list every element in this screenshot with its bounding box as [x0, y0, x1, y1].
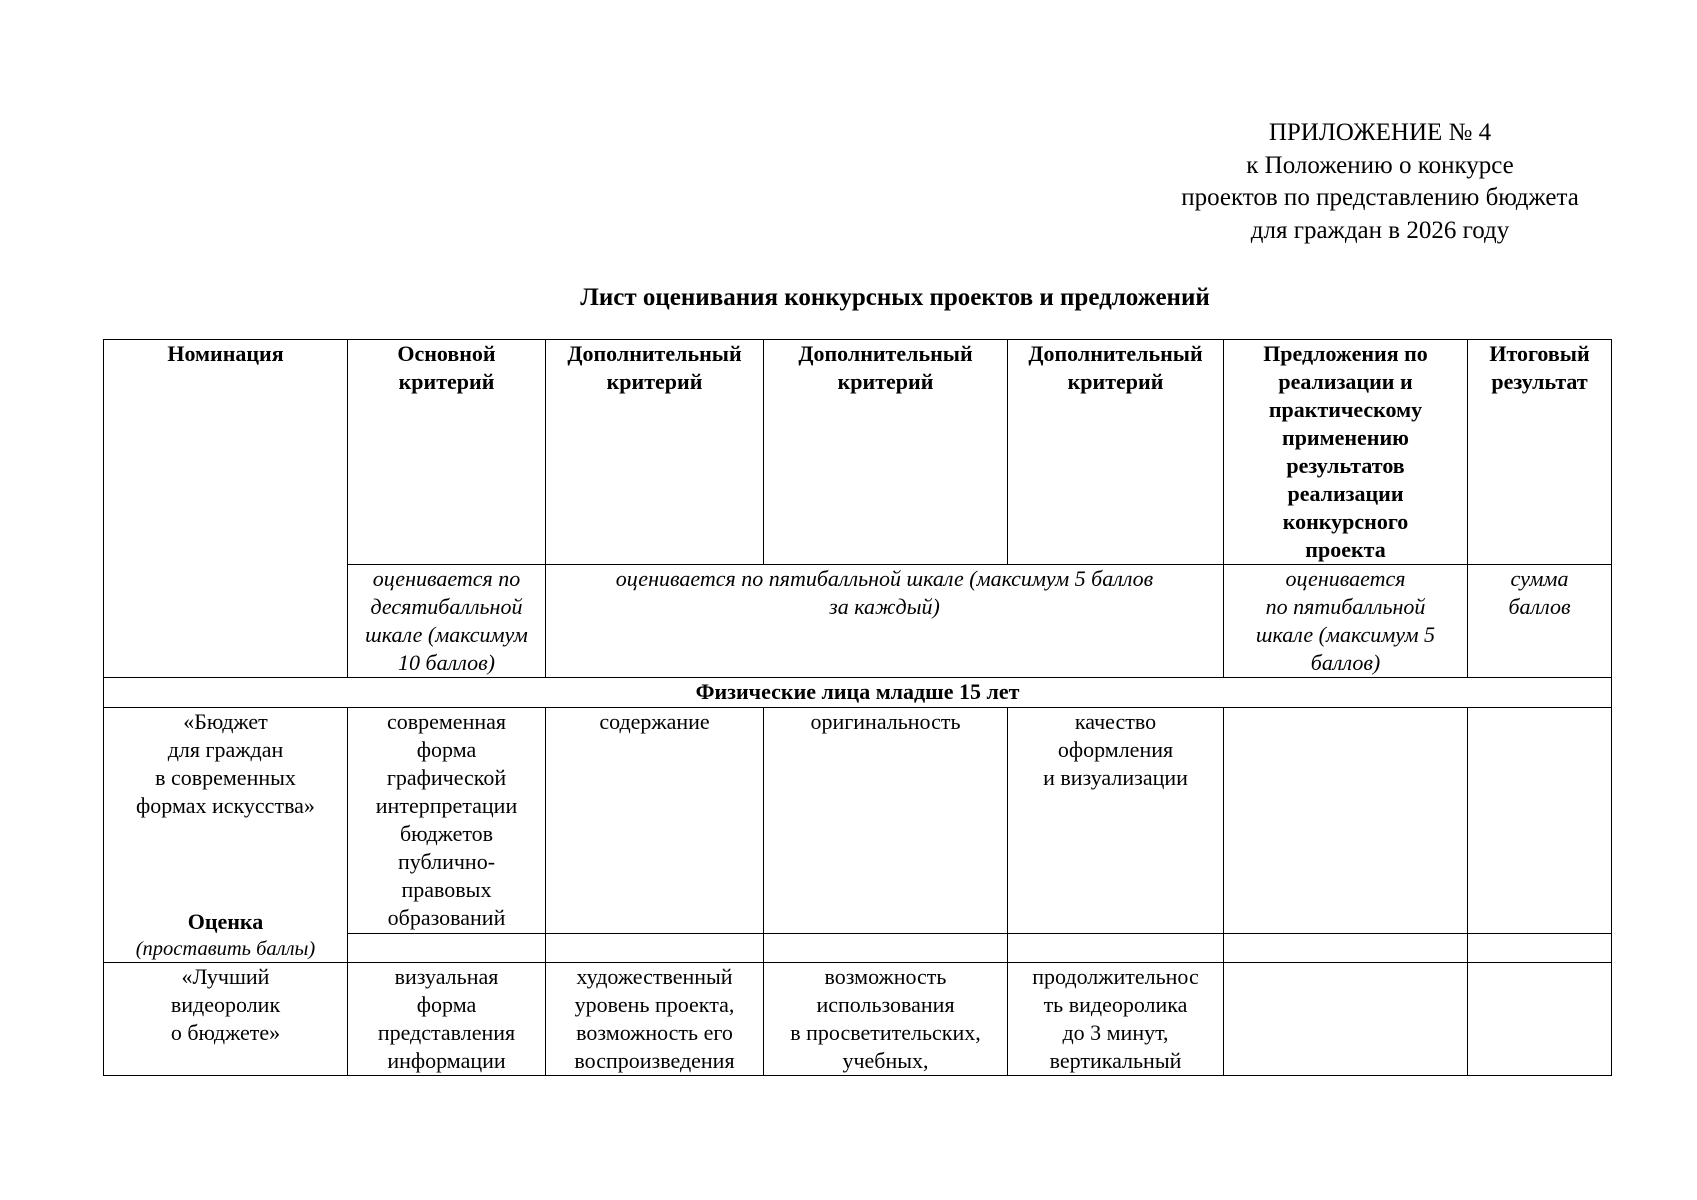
additional-criterion-2-cell: оригинальность [764, 708, 1008, 934]
header-additional-criterion-2: Дополнительный критерий [764, 340, 1008, 565]
additional-criterion-3-cell: продолжительнос ть видеоролика до 3 минут, вертикальный [1008, 963, 1224, 1076]
nomination-name: «Бюджет для граждан в современных формах искусства» [136, 709, 315, 818]
header-nomination: Номинация [104, 340, 348, 678]
main-criterion-cell: визуальная форма представления информации [348, 963, 546, 1076]
scale-additional: оценивается по пятибалльной шкале (максимум 5 баллов за каждый) [546, 565, 1224, 678]
appendix-reference: к Положению о конкурсе [1246, 151, 1514, 179]
score-additional-2-input[interactable] [764, 934, 1008, 963]
nomination-cell [104, 708, 348, 963]
main-criterion-cell: современная форма графической интерпретации бюджетов публично- правовых образований [348, 708, 546, 934]
table-row [104, 963, 1612, 1076]
scale-main: оценивается по десятибалльной шкале (максимум 10 баллов) [348, 565, 546, 678]
additional-criterion-2-cell: возможность использования в просветительских, учебных, [764, 963, 1008, 1076]
appendix-reference-line4: для граждан в 2026 году [1250, 216, 1510, 244]
section-row [104, 678, 1612, 708]
appendix-reference-line3: проектов по представлению бюджета [1181, 184, 1579, 211]
evaluation-label [104, 908, 347, 962]
header-row [104, 340, 1612, 565]
score-proposals-input[interactable] [1224, 934, 1468, 963]
header-total: Итоговый результат [1468, 340, 1612, 565]
nomination-name: «Лучший видеоролик о бюджете» [104, 963, 348, 1076]
appendix-number: ПРИЛОЖЕНИЕ № 4 [1268, 119, 1492, 146]
appendix-header [1130, 117, 1630, 247]
evaluation-title: Оценка [187, 909, 264, 934]
scale-proposals: оценивается по пятибалльной шкале (максимум 5 баллов) [1224, 565, 1468, 678]
additional-criterion-1-cell: художественный уровень проекта, возможность его воспроизведения [546, 963, 764, 1076]
table-row [104, 708, 1612, 934]
score-total-input[interactable] [1468, 934, 1612, 963]
evaluation-table [103, 339, 1612, 1076]
evaluation-hint: (проставить баллы) [135, 938, 316, 960]
page-title: Лист оценивания конкурсных проектов и предложений [580, 284, 1210, 311]
proposals-cell [1224, 708, 1468, 934]
header-proposals: Предложения по реализации и практическому применению результатов реализации конкурсного проекта [1224, 340, 1468, 565]
header-main-criterion: Основной критерий [348, 340, 546, 565]
additional-criterion-3-cell: качество оформления и визуализации [1008, 708, 1224, 934]
total-cell [1468, 963, 1612, 1076]
score-additional-1-input[interactable] [546, 934, 764, 963]
section-heading: Физические лица младше 15 лет [104, 678, 1612, 708]
total-cell [1468, 708, 1612, 934]
score-additional-3-input[interactable] [1008, 934, 1224, 963]
score-main-input[interactable] [348, 934, 546, 963]
header-additional-criterion-3: Дополнительный критерий [1008, 340, 1224, 565]
additional-criterion-1-cell: содержание [546, 708, 764, 934]
scale-total: сумма баллов [1468, 565, 1612, 678]
header-additional-criterion-1: Дополнительный критерий [546, 340, 764, 565]
proposals-cell [1224, 963, 1468, 1076]
